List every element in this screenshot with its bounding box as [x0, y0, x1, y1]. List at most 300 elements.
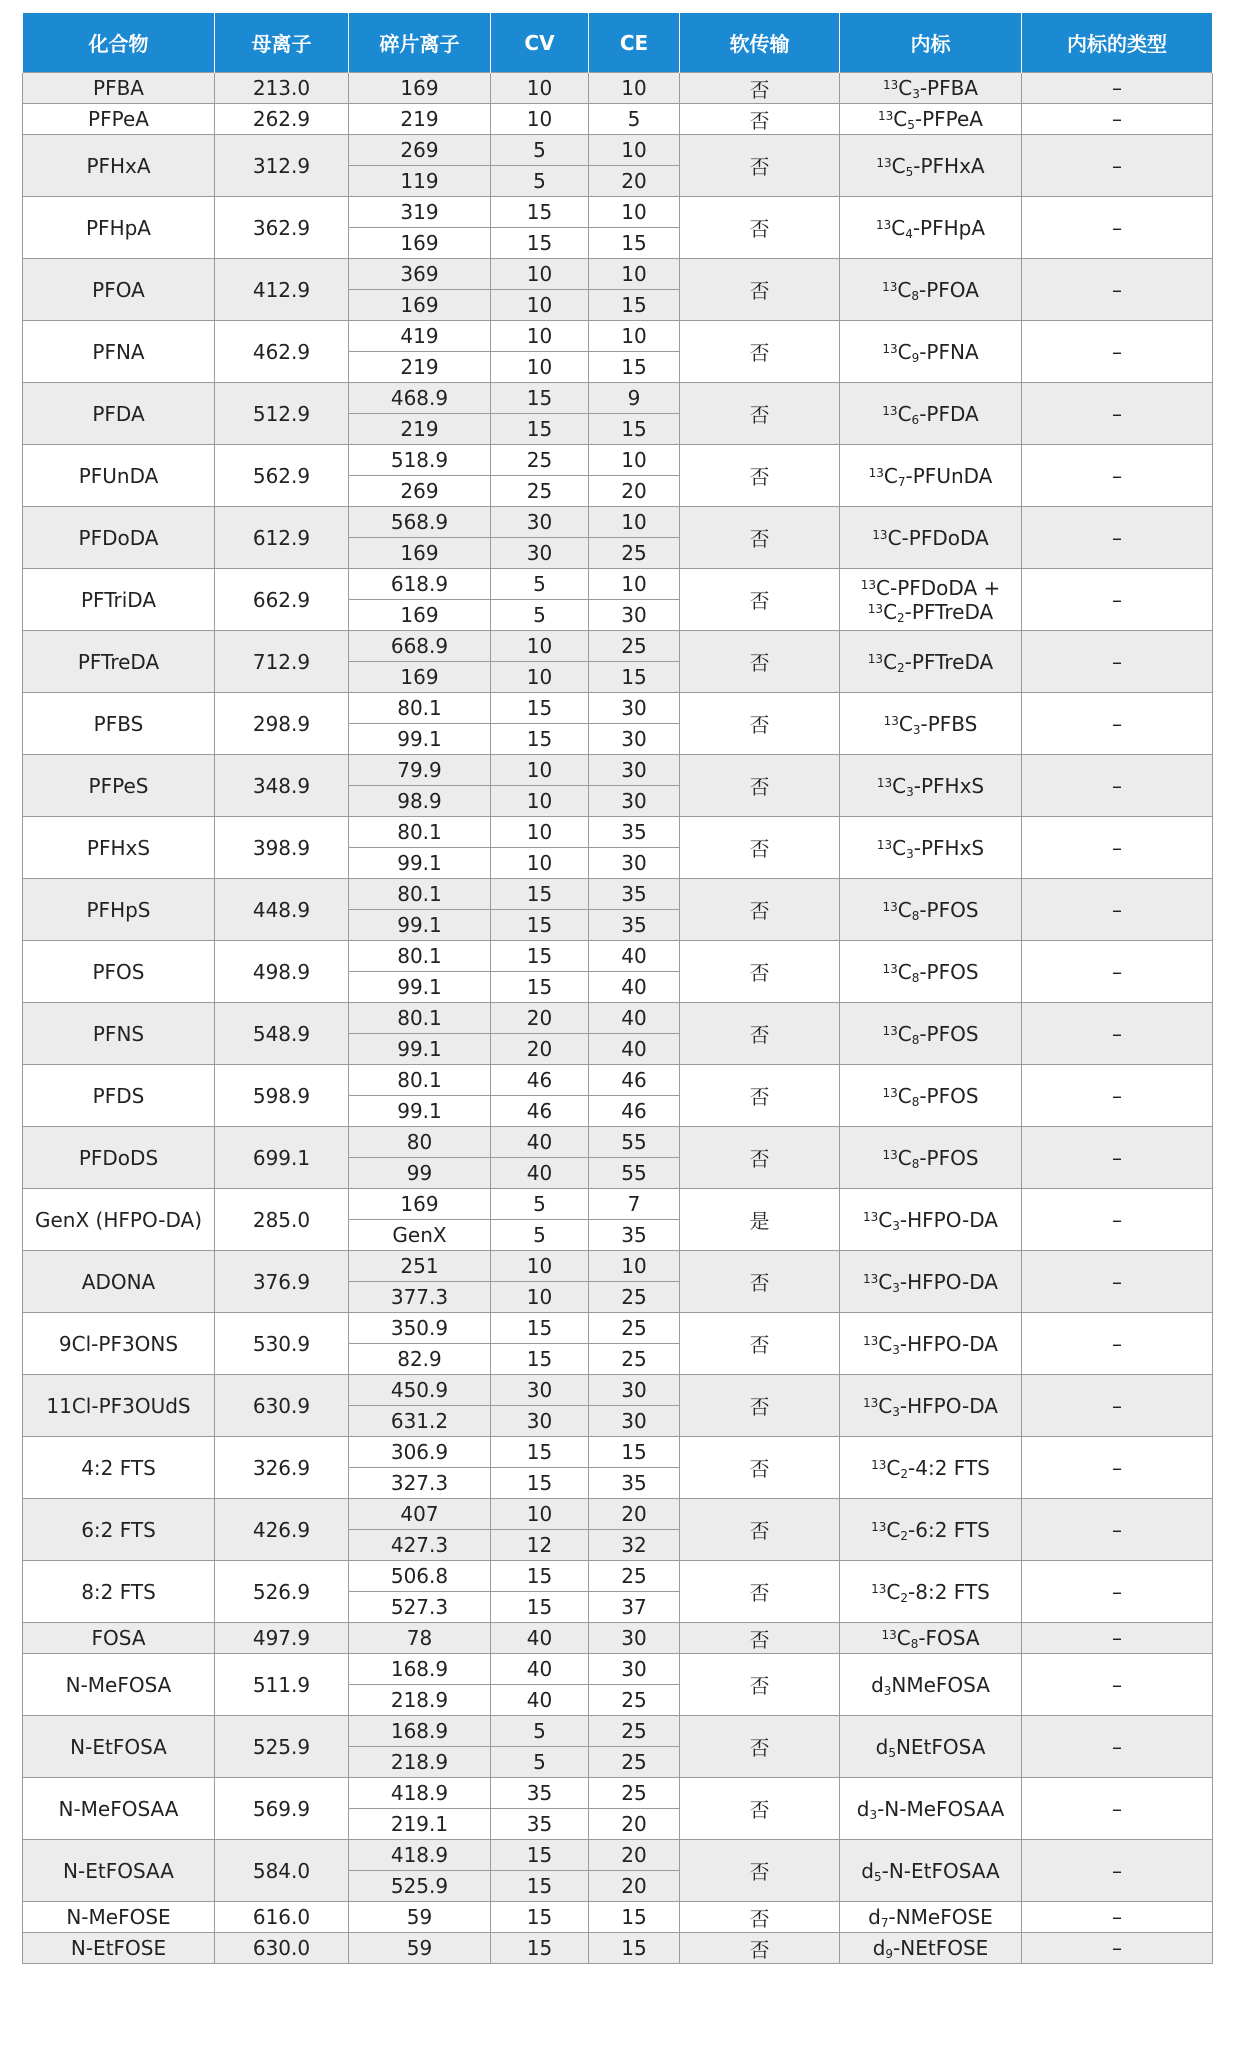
isotope-superscript: 13	[877, 109, 894, 123]
ce-cell: 30	[589, 724, 680, 755]
fragment-ion-cell: 119	[349, 166, 491, 197]
compound-cell: PFHxA	[23, 135, 215, 197]
table-row	[23, 1561, 1213, 1592]
ce-cell: 20	[589, 1499, 680, 1530]
standard-name-text: d	[871, 1672, 884, 1697]
standard-name-text: -PFOS	[919, 1083, 979, 1108]
fragment-ion-cell: 527.3	[349, 1592, 491, 1623]
fragment-ion-cell: 99.1	[349, 848, 491, 879]
internal-standard-type-cell: –	[1022, 1499, 1213, 1561]
internal-standard-type-cell: –	[1022, 507, 1213, 569]
internal-standard-cell	[840, 569, 1022, 631]
standard-name-text: -PFOA	[919, 277, 979, 302]
internal-standard-cell	[840, 941, 1022, 1003]
standard-name-text: -PFHxS	[913, 773, 985, 798]
compound-cell: GenX (HFPO-DA)	[23, 1189, 215, 1251]
cv-cell: 40	[491, 1127, 589, 1158]
compound-cell: PFDoDS	[23, 1127, 215, 1189]
fragment-ion-cell: 80.1	[349, 1003, 491, 1034]
cv-cell: 15	[491, 941, 589, 972]
cv-cell: 15	[491, 1902, 589, 1933]
internal-standard-cell	[840, 631, 1022, 693]
ce-cell: 20	[589, 1840, 680, 1871]
table-row	[23, 1251, 1213, 1282]
parent-ion-cell: 426.9	[215, 1499, 349, 1561]
fragment-ion-cell: 168.9	[349, 1716, 491, 1747]
standard-name-text: C	[886, 1517, 901, 1542]
internal-standard-type-cell: –	[1022, 1561, 1213, 1623]
table-row	[23, 104, 1213, 135]
table-row	[23, 1003, 1213, 1034]
standard-name-text: -PFBA	[919, 76, 979, 100]
parent-ion-cell: 662.9	[215, 569, 349, 631]
cv-cell: 25	[491, 445, 589, 476]
internal-standard-type-cell: –	[1022, 135, 1213, 197]
cv-cell: 10	[491, 321, 589, 352]
standard-name-text: d	[856, 1796, 870, 1821]
ce-cell: 10	[589, 197, 680, 228]
cv-cell: 15	[491, 693, 589, 724]
atom-count-subscript: 8	[911, 1094, 920, 1109]
parent-ion-cell: 525.9	[215, 1716, 349, 1778]
cv-cell: 15	[491, 1437, 589, 1468]
atom-count-subscript: 5	[905, 164, 914, 179]
ce-cell: 15	[589, 1437, 680, 1468]
standard-name-text: -PFTreDA	[904, 649, 994, 674]
standard-name-text: C	[892, 773, 907, 798]
table-row	[23, 631, 1213, 662]
internal-standard-type-cell: –	[1022, 817, 1213, 879]
soft-transmission-cell: 否	[680, 507, 840, 569]
internal-standard-cell	[840, 1902, 1022, 1933]
fragment-ion-cell: 450.9	[349, 1375, 491, 1406]
fragment-ion-cell: 369	[349, 259, 491, 290]
table-row	[23, 259, 1213, 290]
fragment-ion-cell: 518.9	[349, 445, 491, 476]
internal-standard-cell	[840, 1127, 1022, 1189]
ce-cell: 46	[589, 1065, 680, 1096]
ce-cell: 55	[589, 1127, 680, 1158]
soft-transmission-cell: 否	[680, 383, 840, 445]
table-row	[23, 73, 1213, 104]
soft-transmission-cell: 否	[680, 693, 840, 755]
compound-cell: N-MeFOSE	[23, 1902, 215, 1933]
ce-cell: 46	[589, 1096, 680, 1127]
standard-name-text: -FOSA	[918, 1626, 980, 1650]
internal-standard-cell	[840, 1375, 1022, 1437]
parent-ion-cell: 398.9	[215, 817, 349, 879]
standard-name-text: -4:2 FTS	[908, 1455, 990, 1480]
compound-cell: PFDoDA	[23, 507, 215, 569]
internal-standard-cell	[840, 1840, 1022, 1902]
soft-transmission-cell: 否	[680, 1251, 840, 1313]
standard-name-text: -PFTreDA	[904, 599, 994, 624]
fragment-ion-cell: 169	[349, 538, 491, 569]
internal-standard-cell	[840, 104, 1022, 135]
standard-name-text: -PFOS	[919, 897, 979, 922]
atom-count-subscript: 3	[883, 1683, 892, 1698]
ce-cell: 10	[589, 507, 680, 538]
fragment-ion-cell: 631.2	[349, 1406, 491, 1437]
standard-name-text: -PFPeA	[914, 107, 983, 131]
compound-cell: FOSA	[23, 1623, 215, 1654]
atom-count-subscript: 8	[911, 908, 920, 923]
internal-standard-cell	[840, 1654, 1022, 1716]
cv-cell: 15	[491, 1592, 589, 1623]
parent-ion-cell: 598.9	[215, 1065, 349, 1127]
internal-standard-cell	[840, 1499, 1022, 1561]
ce-cell: 25	[589, 631, 680, 662]
ce-cell: 30	[589, 693, 680, 724]
parent-ion-cell: 548.9	[215, 1003, 349, 1065]
internal-standard-type-cell: –	[1022, 1623, 1213, 1654]
soft-transmission-cell: 否	[680, 1902, 840, 1933]
standard-name-text: C	[892, 835, 907, 860]
table-container	[22, 13, 1212, 1964]
standard-name-text: C	[891, 215, 906, 240]
compound-cell: 9Cl-PF3ONS	[23, 1313, 215, 1375]
cv-cell: 35	[491, 1778, 589, 1809]
standard-name-text: NMeFOSA	[891, 1672, 990, 1697]
fragment-ion-cell: 419	[349, 321, 491, 352]
ce-cell: 15	[589, 662, 680, 693]
isotope-superscript: 13	[871, 1457, 887, 1472]
atom-count-subscript: 7	[897, 474, 906, 489]
cv-cell: 40	[491, 1654, 589, 1685]
compound-cell: N-EtFOSA	[23, 1716, 215, 1778]
internal-standard-type-cell: –	[1022, 1840, 1213, 1902]
header-internal-standard: 内标	[840, 13, 1022, 73]
atom-count-subscript: 9	[885, 1947, 894, 1961]
ce-cell: 15	[589, 1902, 680, 1933]
standard-name-text: C	[898, 76, 913, 100]
ce-cell: 7	[589, 1189, 680, 1220]
soft-transmission-cell: 否	[680, 569, 840, 631]
fragment-ion-cell: 219	[349, 104, 491, 135]
compound-cell: PFTriDA	[23, 569, 215, 631]
cv-cell: 15	[491, 1561, 589, 1592]
fragment-ion-cell: 506.8	[349, 1561, 491, 1592]
internal-standard-type-cell: –	[1022, 104, 1213, 135]
ce-cell: 30	[589, 848, 680, 879]
compound-cell: PFNS	[23, 1003, 215, 1065]
table-body	[23, 73, 1213, 1964]
internal-standard-type-cell: –	[1022, 1189, 1213, 1251]
parent-ion-cell: 412.9	[215, 259, 349, 321]
atom-count-subscript: 6	[911, 412, 920, 427]
parent-ion-cell: 530.9	[215, 1313, 349, 1375]
header-cv: CV	[491, 13, 589, 73]
internal-standard-type-cell: –	[1022, 1902, 1213, 1933]
cv-cell: 10	[491, 1499, 589, 1530]
standard-name-text: C	[897, 339, 912, 364]
cv-cell: 10	[491, 1251, 589, 1282]
internal-standard-type-cell: –	[1022, 1778, 1213, 1840]
atom-count-subscript: 8	[911, 1032, 920, 1047]
standard-name-text: -6:2 FTS	[908, 1517, 990, 1542]
soft-transmission-cell: 否	[680, 1654, 840, 1716]
standard-name-text: -N-MeFOSAA	[877, 1796, 1005, 1821]
soft-transmission-cell: 否	[680, 1127, 840, 1189]
compound-cell: PFDS	[23, 1065, 215, 1127]
ce-cell: 25	[589, 1282, 680, 1313]
fragment-ion-cell: 169	[349, 662, 491, 693]
table-row	[23, 941, 1213, 972]
standard-name-text: C	[897, 897, 912, 922]
internal-standard-cell	[840, 1003, 1022, 1065]
cv-cell: 10	[491, 1282, 589, 1313]
fragment-ion-cell: 98.9	[349, 786, 491, 817]
table-row	[23, 1654, 1213, 1685]
compound-cell: 8:2 FTS	[23, 1561, 215, 1623]
isotope-superscript: 13	[882, 78, 899, 92]
atom-count-subscript: 5	[888, 1745, 896, 1760]
atom-count-subscript: 2	[900, 1590, 909, 1605]
standard-name-text: C	[878, 1207, 893, 1232]
compound-cell: 6:2 FTS	[23, 1499, 215, 1561]
isotope-superscript: 13	[867, 601, 884, 616]
isotope-superscript: 13	[871, 1519, 887, 1534]
cv-cell: 10	[491, 73, 589, 104]
standard-name-text: -NEtFOSE	[893, 1936, 989, 1960]
atom-count-subscript: 3	[892, 1280, 900, 1295]
table-row	[23, 693, 1213, 724]
ce-cell: 25	[589, 1561, 680, 1592]
fragment-ion-cell: 80	[349, 1127, 491, 1158]
standard-name-text: -HFPO-DA	[899, 1331, 998, 1356]
internal-standard-cell	[840, 1933, 1022, 1964]
fragment-ion-cell: 219.1	[349, 1809, 491, 1840]
table-row	[23, 321, 1213, 352]
cv-cell: 12	[491, 1530, 589, 1561]
standard-name-text: C-PFDoDA	[887, 525, 989, 550]
parent-ion-cell: 285.0	[215, 1189, 349, 1251]
cv-cell: 15	[491, 414, 589, 445]
fragment-ion-cell: 327.3	[349, 1468, 491, 1499]
standard-name-text: C	[883, 649, 898, 674]
ce-cell: 30	[589, 755, 680, 786]
internal-standard-cell	[840, 383, 1022, 445]
fragment-ion-cell: 78	[349, 1623, 491, 1654]
internal-standard-type-cell: –	[1022, 1251, 1213, 1313]
ce-cell: 15	[589, 414, 680, 445]
ce-cell: 30	[589, 1406, 680, 1437]
fragment-ion-cell: 568.9	[349, 507, 491, 538]
cv-cell: 10	[491, 848, 589, 879]
fragment-ion-cell: 59	[349, 1933, 491, 1964]
atom-count-subscript: 8	[910, 1637, 919, 1651]
compound-cell: PFDA	[23, 383, 215, 445]
isotope-superscript: 13	[882, 961, 898, 976]
soft-transmission-cell: 否	[680, 1933, 840, 1964]
fragment-ion-cell: 418.9	[349, 1778, 491, 1809]
cv-cell: 15	[491, 1313, 589, 1344]
standard-name-text: C	[897, 1021, 912, 1046]
ce-cell: 20	[589, 166, 680, 197]
internal-standard-type-cell: –	[1022, 631, 1213, 693]
table-row	[23, 1437, 1213, 1468]
soft-transmission-cell: 否	[680, 817, 840, 879]
table-row	[23, 879, 1213, 910]
cv-cell: 40	[491, 1685, 589, 1716]
internal-standard-cell	[840, 1561, 1022, 1623]
standard-name-text: -PFOS	[919, 959, 979, 984]
fragment-ion-cell: 80.1	[349, 1065, 491, 1096]
parent-ion-cell: 526.9	[215, 1561, 349, 1623]
standard-name-text: C	[897, 1083, 912, 1108]
fragment-ion-cell: 418.9	[349, 1840, 491, 1871]
standard-name-text: C	[897, 401, 912, 426]
ce-cell: 10	[589, 73, 680, 104]
standard-name-text: -PFHxS	[913, 835, 985, 860]
soft-transmission-cell: 否	[680, 1561, 840, 1623]
soft-transmission-cell: 否	[680, 1003, 840, 1065]
internal-standard-type-cell: –	[1022, 1654, 1213, 1716]
standard-name-text: d	[875, 1734, 889, 1759]
cv-cell: 5	[491, 135, 589, 166]
atom-count-subscript: 2	[900, 1466, 909, 1481]
standard-name-text: d	[861, 1858, 874, 1883]
parent-ion-cell: 497.9	[215, 1623, 349, 1654]
ce-cell: 25	[589, 1685, 680, 1716]
parent-ion-cell: 298.9	[215, 693, 349, 755]
soft-transmission-cell: 否	[680, 1716, 840, 1778]
table-row	[23, 1127, 1213, 1158]
internal-standard-cell	[840, 817, 1022, 879]
parent-ion-cell: 584.0	[215, 1840, 349, 1902]
standard-name-text: C	[891, 153, 906, 178]
soft-transmission-cell: 否	[680, 1499, 840, 1561]
compound-cell: PFHxS	[23, 817, 215, 879]
isotope-superscript: 13	[871, 1581, 887, 1596]
fragment-ion-cell: 269	[349, 135, 491, 166]
header-soft-transmission: 软传输	[680, 13, 840, 73]
fragment-ion-cell: 218.9	[349, 1685, 491, 1716]
isotope-superscript: 13	[882, 1023, 898, 1038]
table-row	[23, 1902, 1213, 1933]
fragment-ion-cell: 169	[349, 228, 491, 259]
ce-cell: 25	[589, 1747, 680, 1778]
compound-cell: PFOS	[23, 941, 215, 1003]
ce-cell: 37	[589, 1592, 680, 1623]
standard-name-text: C	[897, 1145, 912, 1170]
cv-cell: 20	[491, 1003, 589, 1034]
isotope-superscript: 13	[860, 577, 877, 592]
ce-cell: 15	[589, 290, 680, 321]
ce-cell: 5	[589, 104, 680, 135]
header-internal-standard-type: 内标的类型	[1022, 13, 1213, 73]
cv-cell: 30	[491, 1375, 589, 1406]
ce-cell: 35	[589, 817, 680, 848]
atom-count-subscript: 2	[900, 1528, 909, 1543]
internal-standard-cell	[840, 135, 1022, 197]
ce-cell: 30	[589, 1375, 680, 1406]
fragment-ion-cell: 99.1	[349, 910, 491, 941]
soft-transmission-cell: 否	[680, 445, 840, 507]
parent-ion-cell: 612.9	[215, 507, 349, 569]
standard-name-text: -PFHxA	[913, 153, 985, 178]
compound-cell: PFNA	[23, 321, 215, 383]
soft-transmission-cell: 否	[680, 631, 840, 693]
internal-standard-cell	[840, 1623, 1022, 1654]
standard-name-text: -PFDA	[919, 401, 979, 426]
table-row	[23, 1189, 1213, 1220]
internal-standard-type-cell: –	[1022, 259, 1213, 321]
cv-cell: 46	[491, 1096, 589, 1127]
internal-standard-type-cell: –	[1022, 321, 1213, 383]
standard-name-text: -PFOS	[919, 1021, 979, 1046]
ce-cell: 35	[589, 1468, 680, 1499]
parent-ion-cell: 699.1	[215, 1127, 349, 1189]
isotope-superscript: 13	[876, 155, 892, 170]
soft-transmission-cell: 否	[680, 755, 840, 817]
standard-name-text: C	[898, 711, 913, 736]
parent-ion-cell: 512.9	[215, 383, 349, 445]
parent-ion-cell: 213.0	[215, 73, 349, 104]
fragment-ion-cell: 169	[349, 73, 491, 104]
fragment-ion-cell: 99.1	[349, 724, 491, 755]
internal-standard-type-cell: –	[1022, 1313, 1213, 1375]
atom-count-subscript: 8	[911, 1156, 920, 1171]
internal-standard-type-cell: –	[1022, 755, 1213, 817]
ce-cell: 30	[589, 1654, 680, 1685]
cv-cell: 15	[491, 972, 589, 1003]
header-compound: 化合物	[23, 13, 215, 73]
fragment-ion-cell: 219	[349, 414, 491, 445]
internal-standard-type-cell: –	[1022, 1127, 1213, 1189]
fragment-ion-cell: 668.9	[349, 631, 491, 662]
standard-name-text: -PFOS	[919, 1145, 979, 1170]
isotope-superscript: 13	[876, 775, 893, 790]
table-row	[23, 445, 1213, 476]
atom-count-subscript: 5	[907, 118, 915, 132]
ce-cell: 10	[589, 135, 680, 166]
atom-count-subscript: 3	[906, 784, 914, 799]
internal-standard-cell	[840, 879, 1022, 941]
soft-transmission-cell: 否	[680, 1313, 840, 1375]
cv-cell: 40	[491, 1623, 589, 1654]
cv-cell: 30	[491, 1406, 589, 1437]
compound-cell: PFHpA	[23, 197, 215, 259]
soft-transmission-cell: 否	[680, 1623, 840, 1654]
soft-transmission-cell: 否	[680, 73, 840, 104]
atom-count-subscript: 2	[897, 660, 905, 675]
atom-count-subscript: 3	[906, 846, 914, 861]
fragment-ion-cell: 618.9	[349, 569, 491, 600]
cv-cell: 5	[491, 1189, 589, 1220]
isotope-superscript: 13	[882, 899, 898, 914]
cv-cell: 10	[491, 755, 589, 786]
standard-name-text: C	[893, 107, 908, 131]
standard-name-text: d	[872, 1936, 886, 1960]
isotope-superscript: 13	[882, 1085, 898, 1100]
standard-name-text: C	[886, 1579, 901, 1604]
parent-ion-cell: 630.9	[215, 1375, 349, 1437]
fragment-ion-cell: 80.1	[349, 879, 491, 910]
internal-standard-type-cell: –	[1022, 1933, 1213, 1964]
isotope-superscript: 13	[863, 1271, 879, 1286]
ce-cell: 30	[589, 600, 680, 631]
internal-standard-cell	[840, 445, 1022, 507]
atom-count-subscript: 3	[892, 1218, 900, 1233]
cv-cell: 40	[491, 1158, 589, 1189]
ce-cell: 15	[589, 1933, 680, 1964]
compound-cell: PFHpS	[23, 879, 215, 941]
internal-standard-type-cell: –	[1022, 445, 1213, 507]
isotope-superscript: 13	[883, 713, 899, 728]
cv-cell: 10	[491, 352, 589, 383]
cv-cell: 10	[491, 104, 589, 135]
